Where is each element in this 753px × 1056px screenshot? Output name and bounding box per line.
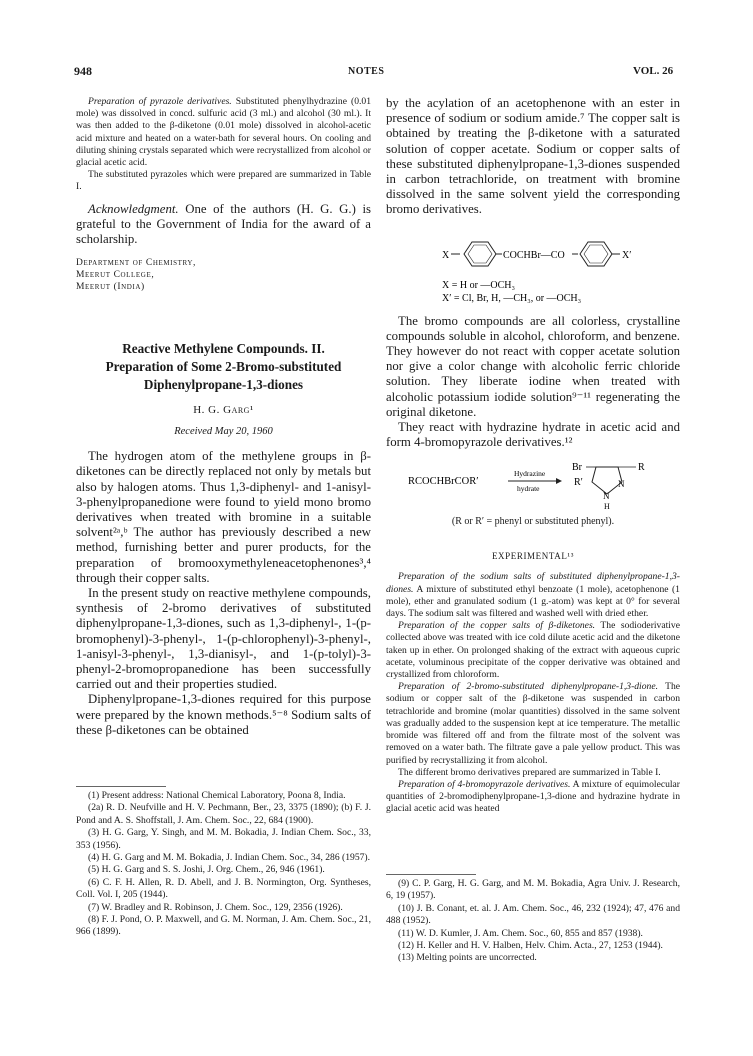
pyrazole-procedure: Preparation of 4-bromopyrazole derivatives. A mixture of equimolecular quantities of 2-bromodiphenylpropane-1,3-dione and hydrazine hydrate in glacial acetic acid was heated (386, 778, 680, 815)
intro-paragraph: The hydrogen atom of the methylene groups in β-diketones can be directly replaced not only by metals but also by halogen atoms. Thus 1,3-diphenyl- and 1-anisyl-3-phenylpropanedione were found to yield mono bromo derivatives when treated with bromine in a suitable solvent²ᵃ,ᵇ The author has previously described a new method, furnishing better and purer products, for the preparation of bromooxymethyleneacetophenones³,⁴ through their copper salts. (76, 449, 371, 585)
bromo-summary: The different bromo derivatives prepared are summarized in Table I. (398, 766, 661, 778)
footnote: (6) C. F. H. Allen, R. D. Abell, and J. B. Normington, Org. Syntheses, Coll. Vol. I, 205 (1944). (76, 876, 371, 901)
acknowledgment: Acknowledgment. One of the authors (H. G. G.) is grateful to the Government of India for the award of a scholarship. (76, 201, 371, 247)
right-column (386, 96, 680, 816)
pyrazole-paragraph: Preparation of pyrazole derivatives. Substituted phenylhydrazine (0.01 mole) was dissolved in concd. sulfuric acid (3 ml.) and alcohol (30 ml.). It was then added to the β-diketone (0.01 mole) dissolved in alcohol-acetic acid mixture and heated on a water-bath for several hours. On cooling and diluting shining crystals separated which were recrystallized from alcohol or glacial acetic acid. (76, 96, 371, 169)
acylation-paragraph: by the acylation of an acetophenone with an ester in presence of sodium or sodium amide.⁷ The copper salt is obtained by treating the β-diketone with a saturated solution of copper acetate. Sodium or copper salts of these substituted diphenylpropane-1,3-diones suspended in carbon tetrachloride, on treatment with bromine dissolved in the same solvent yield the corresponding bromo derivatives. (386, 96, 680, 217)
nh-label: N (603, 491, 610, 502)
article-title: Reactive Methylene Compounds. II. Preparation of Some 2-Bromo-substituted Diphenylpropane-1,3-diones (105, 341, 342, 393)
benzene-ring-inner (584, 245, 608, 263)
footnote: (1) Present address: National Chemical Laboratory, Poona 8, India. (88, 790, 346, 801)
central-chain: COCHBr—CO (503, 249, 565, 261)
sodium-salt-procedure: Preparation of the sodium salts of substituted diphenylpropane-1,3-diones. A mixture of substituted ethyl benzoate (1 mole), acetophenone (1 mole), ether and granulated sodium (1 g.-atom) was kept at 0° for several days. The sodium salt was filtered and washed well with dried ether. (386, 571, 680, 620)
footnote: (3) H. G. Garg, Y. Singh, and M. M. Bokadia, J. Indian Chem. Soc., 33, 353 (1956). (76, 827, 371, 851)
x-substituent: X (442, 249, 450, 261)
left-column (76, 96, 371, 738)
footnote: (9) C. P. Garg, H. G. Garg, and M. M. Bokadia, Agra Univ. J. Research, 6, 19 (1957). (386, 878, 680, 902)
experimental-heading: EXPERIMENTAL¹³ (491, 551, 575, 562)
footnote: (11) W. D. Kumler, J. Am. Chem. Soc., 60, 855 and 857 (1938). (398, 927, 643, 939)
footnote: (13) Melting points are uncorrected. (398, 952, 537, 964)
arrow-reagent-bottom: hydrate (517, 484, 540, 494)
volume-label: VOL. 26 (633, 65, 674, 77)
footnote: (12) H. Keller and H. V. Halben, Helv. Chim. Acta., 27, 1253 (1944). (398, 940, 663, 952)
affiliation: Department of Chemistry, Meerut College, Meerut (India) (76, 258, 197, 293)
running-head: NOTES (348, 66, 385, 77)
footnote-divider (76, 786, 166, 787)
footnote: (8) F. J. Pond, O. P. Maxwell, and G. M. Norman, J. Am. Chem. Soc., 21, 966 (1899). (76, 914, 371, 938)
pyrazole-reaction-scheme (386, 454, 680, 514)
hydrogen-label: H (604, 502, 610, 512)
arrow-reagent-top: Hydrazine (514, 469, 546, 479)
x-prime-substituent: X′ (622, 249, 632, 261)
author: H. G. Garg¹ (193, 404, 254, 417)
arrow-head (556, 478, 562, 484)
footnote: (5) H. G. Garg and S. S. Joshi, J. Org. Chem., 26, 946 (1961). (88, 864, 325, 876)
footnote: (10) J. B. Conant, et. al. J. Am. Chem. Soc., 46, 232 (1924); 47, 476 and 488 (1952). (386, 902, 680, 927)
bromo-diketone-structure (386, 226, 680, 308)
benzene-ring-inner (468, 245, 492, 263)
methods-paragraph: Diphenylpropane-1,3-diones required for this purpose were prepared by the known methods.⁵⁻⁸ Sodium salts of these β-diketones can be obtained (76, 692, 371, 737)
bromo-label: Br (572, 462, 582, 474)
pyrazole-summary: The substituted pyrazoles which were prepared are summarized in Table I. (76, 169, 371, 193)
left-footnotes (76, 790, 371, 939)
hydrazine-paragraph: They react with hydrazine hydrate in acetic acid and form 4-bromopyrazole derivatives.¹² (386, 420, 680, 450)
footnote: (7) W. Bradley and R. Robinson, J. Chem. Soc., 129, 2356 (1926). (88, 901, 343, 913)
r-label: R (638, 462, 645, 474)
benzene-ring (464, 242, 496, 266)
present-study-paragraph: In the present study on reactive methylene compounds, synthesis of 2-bromo derivatives of substituted diphenylpropane-1,3-diones, such as 1,3-diphenyl-, 1-(p-bromophenyl)-3-phenyl-, 1-(p-chlorophenyl)-3-phenyl-, 1-anisyl-3-phenyl-, 1,3-dianisyl-, and 1-(p-tolyl)-3-phenyl-2-bromopropanedione has been successfully carried out and their properties studied. (76, 586, 371, 692)
benzene-ring (580, 242, 612, 266)
reactant: RCOCHBrCOR′ (408, 476, 479, 488)
footnote-divider-right (386, 874, 476, 875)
bromination-procedure: Preparation of 2-bromo-substituted diphenylpropane-1,3-dione. The sodium or copper salt of the β-diketone was suspended in carbon tetrachloride and bromine (molar quantities) dissolved in the same solvent was gradually added to the suspension kept at ice temperature. The metallic bromide was filtered off and from the filtrate most of the solvent was removed on a water bath. The filtrate gave a pale yellow product. This was purified by recrystallizing it from alcohol. (386, 681, 680, 766)
x-prime-definition: X′ = Cl, Br, H, —CH₃, or —OCH₃ (442, 292, 582, 304)
nitrogen-label: N (618, 479, 625, 490)
page-number: 948 (74, 64, 92, 78)
x-definition: X = H or —OCH₃ (442, 279, 516, 291)
footnote: (4) H. G. Garg and M. M. Bokadia, J. Indian Chem. Soc., 34, 286 (1957). (88, 852, 371, 864)
footnote: (2a) R. D. Neufville and H. V. Pechmann, Ber., 23, 3375 (1890); (b) F. J. Pond and A. S. Shoffstall, J. Am. Chem. Soc., 22, 684 (1900). (76, 802, 371, 826)
copper-salt-procedure: Preparation of the copper salts of β-diketones. The sodioderivative collected above was treated with ice cold dilute acetic acid and the diketone taken up in ether. On prolonged shaking of the extract with aqueous cupric acetate, voluminous precipitate of the copper derivative was obtained and crystallized from chloroform. (386, 620, 680, 681)
r-definition-caption: (R or R′ = phenyl or substituted phenyl). (451, 516, 615, 528)
received-date: Received May 20, 1960 (174, 426, 273, 438)
r-prime-label: R′ (574, 477, 583, 489)
right-footnotes (386, 878, 680, 965)
bromo-properties-paragraph: The bromo compounds are all colorless, crystalline compounds soluble in alcohol, chloroform, and benzene. They however do not react with copper acetate solution nor give a color change with alcoholic ferric chloride solution. They liberate iodine when treated with alcoholic potassium iodide solution⁹⁻¹¹ regenerating the original diketone. (386, 313, 680, 419)
